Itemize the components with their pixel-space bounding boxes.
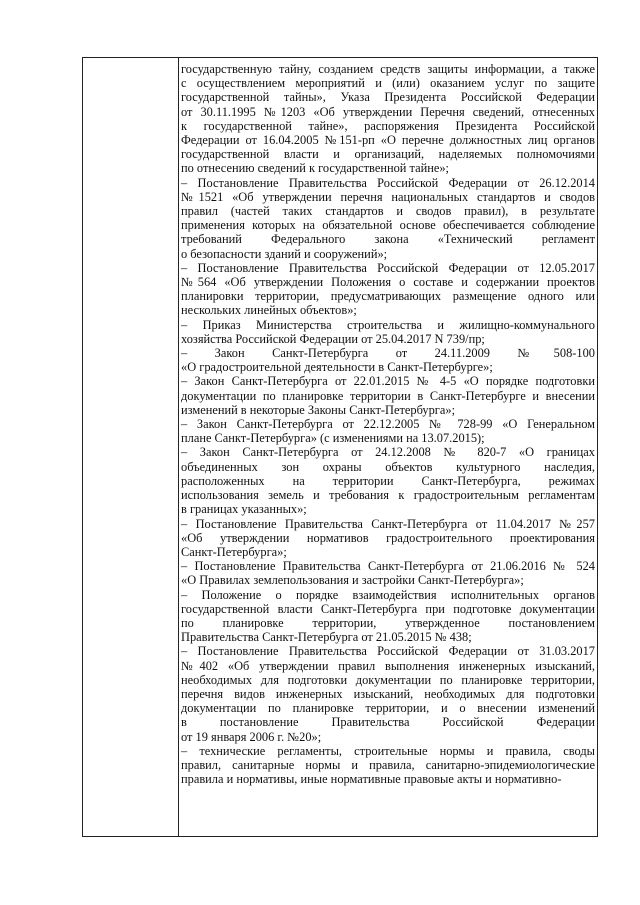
paragraph <box>181 346 595 374</box>
text-line: – Закон Санкт-Петербурга от 24.12.2008 № 820-7 «О границах <box>181 445 595 460</box>
paragraph <box>181 517 595 560</box>
text-line: Федерации от 16.04.2005 №151-рп «О перечне должностных лиц органов <box>181 133 595 148</box>
text-line: – Положение о порядке взаимодействия исполнительных органов <box>181 587 595 602</box>
text-line: правил, санитарные нормы и правила, санитарно-эпидемиологические <box>181 757 595 772</box>
text-line: – Постановление Правительства Санкт-Петербурга от 11.04.2017 №257 <box>181 516 595 531</box>
text-line: – Закон Санкт-Петербурга от 22.12.2005 № 728-99 «О Генеральном <box>181 417 595 432</box>
paragraph <box>181 644 595 743</box>
text-line: №564 «Об утверждении Положения о составе и содержании проектов <box>181 275 595 290</box>
text-line: документации по планировке территории, и о внесении изменений <box>181 701 595 716</box>
text-line: требований Федерального закона «Технический регламент <box>181 232 595 247</box>
text-line: правил (частей таких стандартов и сводов правил), в результате <box>181 204 595 219</box>
table-column-divider <box>178 57 179 837</box>
paragraph <box>181 417 595 445</box>
text-line: применения которых на обязательной основе обеспечивается соблюдение <box>181 218 595 233</box>
text-line: необходимых для подготовки документации по планировке территории, <box>181 672 595 687</box>
paragraph <box>181 588 595 645</box>
text-line: Правительства Санкт-Петербурга от 21.05.2015 № 438; <box>181 630 472 645</box>
paragraph <box>181 559 595 587</box>
text-line: государственной власти Санкт-Петербурга при подготовке документации <box>181 601 595 616</box>
text-line: нескольких линейных объектов»; <box>181 303 357 318</box>
text-line: государственной власти и организаций, наделяемых полномочиями <box>181 147 595 162</box>
text-line: планировки территории, предусматривающих размещение одного или <box>181 289 595 304</box>
text-line: – Постановление Правительства Санкт-Петербурга от 21.06.2016 № 524 <box>181 559 595 574</box>
text-line: по планировке территории, утвержденное постановлением <box>181 615 595 630</box>
text-line: документации по планировке территории в Санкт-Петербурге и внесении <box>181 388 595 403</box>
text-line: в границах указанных»; <box>181 502 307 517</box>
table-text-cell <box>181 62 595 786</box>
paragraph <box>181 445 595 516</box>
paragraph <box>181 261 595 318</box>
text-line: к государственной тайне», распоряжения Президента Российской <box>181 118 595 133</box>
text-line: расположенных на территории Санкт-Петербурга, режимах <box>181 473 595 488</box>
text-line: «О градостроительной деятельности в Санкт-Петербурге»; <box>181 360 493 375</box>
text-line: государственную тайну, созданием средств защиты информации, а также <box>181 62 595 76</box>
text-line: хозяйства Российской Федерации от 25.04.2017 N 739/пр; <box>181 331 485 346</box>
text-line: объединенных зон охраны объектов культурного наследия, <box>181 459 595 474</box>
text-line: Санкт-Петербурга»; <box>181 544 287 559</box>
text-line: изменений в некоторые Законы Санкт-Петербурга»; <box>181 402 456 417</box>
paragraph <box>181 744 595 787</box>
text-line: с осуществлением мероприятий и (или) оказанием услуг по защите <box>181 76 595 91</box>
text-line: – Приказ Министерства строительства и жилищно-коммунального <box>181 317 595 332</box>
text-line: правила и нормативы, иные нормативные правовые акты и нормативно- <box>181 772 562 787</box>
text-line: – Закон Санкт-Петербурга от 24.11.2009 №508-100 <box>181 346 595 361</box>
paragraph <box>181 176 595 261</box>
text-line: от 19 января 2006 г. №20»; <box>181 729 322 744</box>
text-line: «Об утверждении нормативов градостроительного проектирования <box>181 530 595 545</box>
text-line: – Постановление Правительства Российской Федерации от 31.03.2017 <box>181 644 595 659</box>
paragraph <box>181 62 595 176</box>
text-line: – технические регламенты, строительные нормы и правила, своды <box>181 743 595 758</box>
text-line: – Закон Санкт-Петербурга от 22.01.2015 № 4-5 «О порядке подготовки <box>181 374 595 389</box>
text-line: о безопасности зданий и сооружений»; <box>181 246 388 261</box>
paragraph <box>181 374 595 417</box>
text-line: от 30.11.1995 №1203 «Об утверждении Перечня сведений, отнесенных <box>181 104 595 119</box>
text-line: №402 «Об утверждении правил выполнения инженерных изысканий, <box>181 658 595 673</box>
text-line: – Постановление Правительства Российской Федерации от 26.12.2014 <box>181 175 595 190</box>
text-line: перечня видов инженерных изысканий, необходимых для подготовки <box>181 686 595 701</box>
text-line: – Постановление Правительства Российской Федерации от 12.05.2017 <box>181 260 595 275</box>
text-line: «О Правилах землепользования и застройки Санкт-Петербурга»; <box>181 573 524 588</box>
text-line: в постановление Правительства Российской Федерации <box>181 715 595 730</box>
text-line: плане Санкт-Петербурга» (с изменениями на 13.07.2015); <box>181 431 485 446</box>
text-line: использования земель и требования к градостроительным регламентам <box>181 488 595 503</box>
text-line: №1521 «Об утверждении перечня национальных стандартов и сводов <box>181 189 595 204</box>
text-line: по отнесению сведений к государственной тайне»; <box>181 161 449 176</box>
paragraph <box>181 318 595 346</box>
text-line: государственной тайны», Указа Президента Российской Федерации <box>181 90 595 105</box>
